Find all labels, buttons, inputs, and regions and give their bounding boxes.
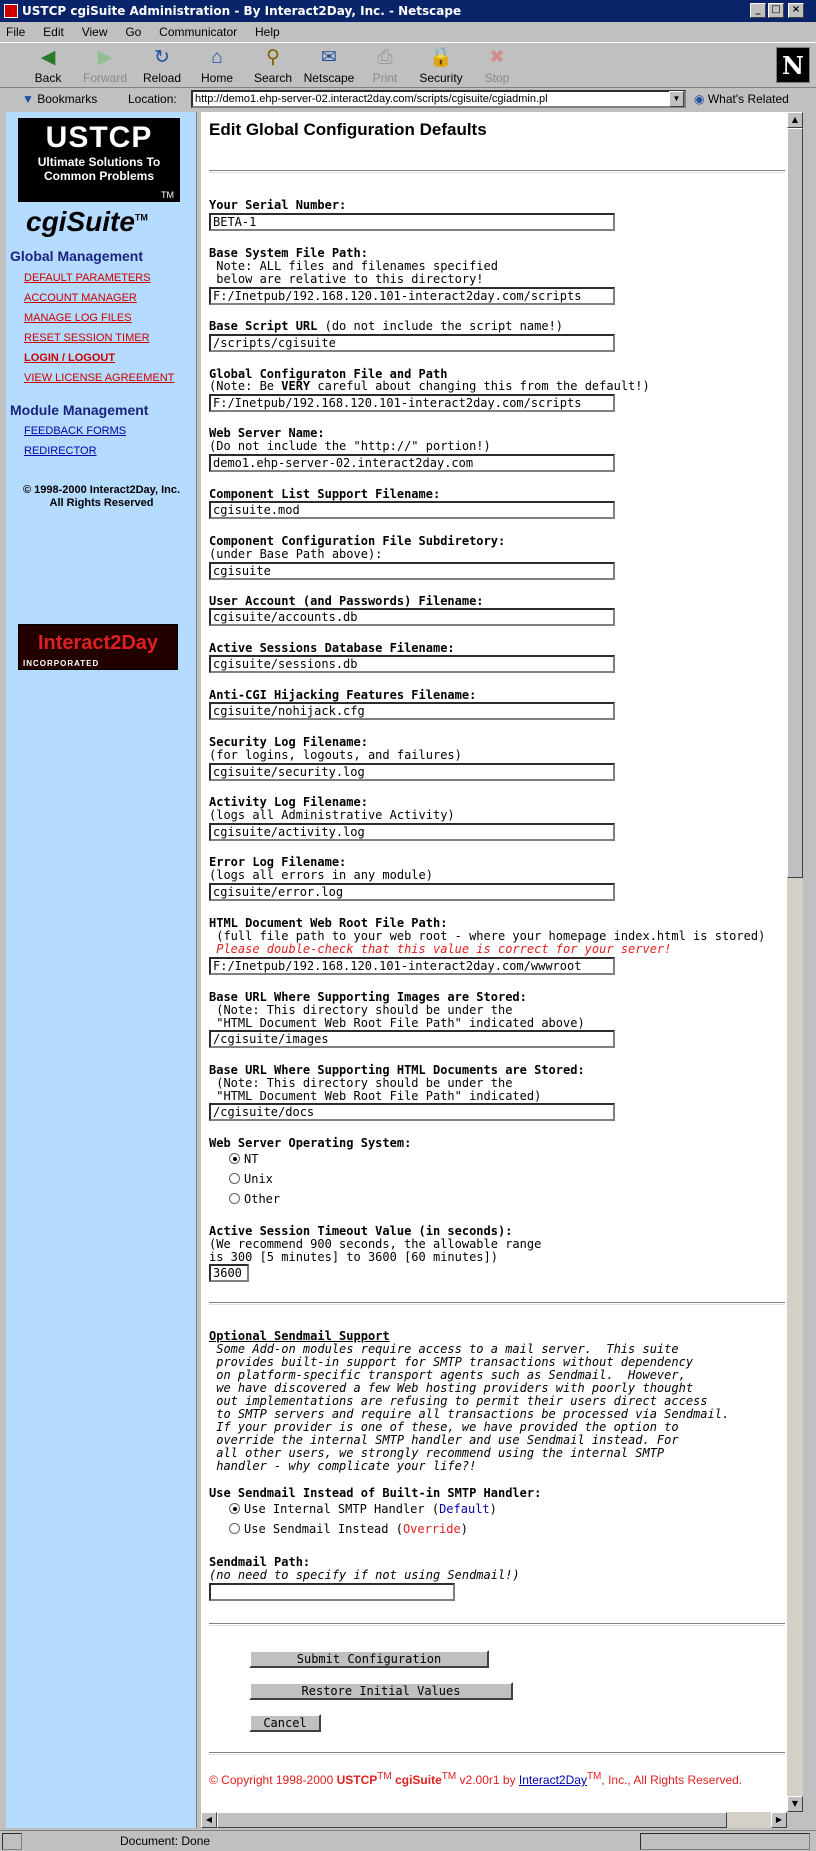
docs-url-input[interactable]: /cgisuite/docs bbox=[209, 1103, 615, 1121]
footer-copyright: © Copyright 1998-2000 USTCP™ cgiSuite™ v2.00r1 by Interact2Day™, Inc., All Rights Reserved. bbox=[209, 1771, 743, 1787]
sendmail-heading: Optional Sendmail Support bbox=[209, 1329, 390, 1343]
search-icon: ⚲ bbox=[266, 47, 280, 68]
sidebar-rights: All Rights Reserved bbox=[49, 497, 154, 509]
component-list-input[interactable]: cgisuite.mod bbox=[209, 501, 615, 519]
global-management-heading: Global Management bbox=[10, 248, 144, 264]
radio-icon bbox=[229, 1173, 240, 1184]
web-root-warning: Please double-check that this value is correct for your server! bbox=[209, 942, 672, 956]
forward-arrow-icon: ▶ bbox=[97, 47, 113, 68]
forward-button[interactable]: ▶ Forward bbox=[82, 47, 127, 85]
server-name-input[interactable]: demo1.ehp-server-02.interact2day.com bbox=[209, 454, 615, 472]
cgisuite-logo: cgiSuite™ bbox=[26, 206, 148, 237]
vertical-scrollbar[interactable] bbox=[787, 112, 803, 1812]
nav-feedback-forms[interactable]: FEEDBACK FORMS bbox=[24, 425, 127, 437]
cancel-button[interactable]: Cancel bbox=[249, 1714, 321, 1732]
accounts-input[interactable]: cgisuite/accounts.db bbox=[209, 608, 615, 626]
radio-icon bbox=[229, 1523, 240, 1534]
print-icon: ⎙ bbox=[377, 47, 393, 68]
web-root-input[interactable]: F:/Inetpub/192.168.120.101-interact2day.com/wwwroot bbox=[209, 957, 615, 975]
timeout-note: (We recommend 900 seconds, the allowable range is 300 [5 minutes] to 3600 [60 minutes]) bbox=[209, 1237, 542, 1264]
error-log-label: Error Log Filename: bbox=[209, 855, 347, 869]
scroll-left-icon[interactable]: ◀ bbox=[201, 1812, 217, 1828]
radio-selected-icon bbox=[229, 1503, 240, 1514]
activity-log-label: Activity Log Filename: bbox=[209, 795, 368, 809]
error-log-input[interactable]: cgisuite/error.log bbox=[209, 883, 615, 901]
component-config-note: (under Base Path above): bbox=[209, 547, 383, 561]
nav-account-manager[interactable]: ACCOUNT MANAGER bbox=[24, 292, 137, 304]
base-path-note: Note: ALL files and filenames specified below are relative to this directory! bbox=[216, 259, 498, 286]
os-label: Web Server Operating System: bbox=[209, 1136, 412, 1150]
title-bar bbox=[0, 0, 816, 22]
search-button[interactable]: ⚲ Search bbox=[253, 47, 293, 85]
bookmarks-button[interactable]: ▼ Bookmarks bbox=[22, 92, 98, 106]
base-path-label: Base System File Path: bbox=[209, 246, 368, 260]
sendmail-path-label: Sendmail Path: bbox=[209, 1555, 311, 1569]
lock-icon: 🔒 bbox=[429, 47, 453, 68]
security-log-label: Security Log Filename: bbox=[209, 735, 368, 749]
sidebar bbox=[6, 112, 197, 1828]
hijack-input[interactable]: cgisuite/nohijack.cfg bbox=[209, 702, 615, 720]
nav-default-parameters[interactable]: DEFAULT PARAMETERS bbox=[24, 272, 151, 284]
accounts-label: User Account (and Passwords) Filename: bbox=[209, 594, 484, 608]
home-icon: ⌂ bbox=[211, 47, 223, 68]
module-management-heading: Module Management bbox=[10, 402, 149, 418]
component-list-label: Component List Support Filename: bbox=[209, 487, 441, 501]
docs-url-label: Base URL Where Supporting HTML Documents are Stored: bbox=[209, 1063, 585, 1077]
server-name-label: Web Server Name: bbox=[209, 426, 325, 440]
security-log-input[interactable]: cgisuite/security.log bbox=[209, 763, 615, 781]
interact2day-link[interactable]: Interact2Day bbox=[518, 1773, 587, 1787]
nav-redirector[interactable]: REDIRECTOR bbox=[24, 445, 97, 457]
home-button[interactable]: ⌂ Home bbox=[200, 47, 233, 85]
status-text: Document: Done bbox=[120, 1834, 211, 1848]
maximize-button[interactable]: □ bbox=[768, 3, 784, 18]
globe-icon: ◉ bbox=[694, 92, 708, 106]
script-url-input[interactable]: /scripts/cgisuite bbox=[209, 334, 615, 352]
netscape-logo: N bbox=[776, 47, 810, 83]
menu-communicator[interactable]: Communicator bbox=[159, 25, 238, 39]
location-bar bbox=[0, 88, 816, 110]
nav-login-logout[interactable]: LOGIN / LOGOUT bbox=[24, 352, 116, 364]
global-config-note: (Note: Be VERY careful about changing this from the default!) bbox=[209, 379, 650, 393]
activity-log-note: (logs all Administrative Activity) bbox=[209, 808, 455, 822]
back-button[interactable]: ◀ Back bbox=[34, 47, 62, 85]
timeout-label: Active Session Timeout Value (in seconds): bbox=[209, 1224, 513, 1238]
serial-number-input[interactable]: BETA-1 bbox=[209, 213, 615, 231]
close-button[interactable]: × bbox=[788, 3, 804, 18]
restore-initial-values-button[interactable]: Restore Initial Values bbox=[249, 1682, 513, 1700]
sendmail-description: Some Add-on modules require access to a mail server. This suite provides built-in support for SMTP transactions without dependency on platform-specific transport agents such as Sendmail. However, we have discovered a few Web hosting providers with poorly thought out implementations are refusing to permit their users direct access to SMTP servers and require all transactions be processed via Sendmail. If your provider is one of these, we have provided the option to override the internal SMTP handler and use Sendmail instead. For all other users, we strongly recommend using the internal SMTP handler - why complicate your life?! bbox=[216, 1342, 730, 1473]
stop-icon: ✖ bbox=[489, 47, 505, 68]
netscape-button[interactable]: ✉ Netscape bbox=[303, 47, 355, 85]
netscape-app-icon bbox=[4, 4, 18, 18]
print-button[interactable]: ⎙ Print bbox=[372, 47, 398, 85]
sessions-label: Active Sessions Database Filename: bbox=[209, 641, 455, 655]
nav-view-license[interactable]: VIEW LICENSE AGREEMENT bbox=[24, 372, 175, 384]
images-url-input[interactable]: /cgisuite/images bbox=[209, 1030, 615, 1048]
reload-icon: ↻ bbox=[154, 47, 170, 68]
hscroll-thumb[interactable] bbox=[217, 1812, 727, 1828]
ustcp-logo: USTCP Ultimate Solutions To Common Problems TM bbox=[18, 118, 180, 202]
divider bbox=[209, 170, 785, 173]
activity-log-input[interactable]: cgisuite/activity.log bbox=[209, 823, 615, 841]
serial-label: Your Serial Number: bbox=[209, 198, 347, 212]
sendmail-path-note: (no need to specify if not using Sendmail!) bbox=[209, 1568, 520, 1582]
window-title: USTCP cgiSuite Administration - By Interact2Day, Inc. - Netscape bbox=[22, 4, 462, 18]
bookmark-icon: ▼ bbox=[22, 92, 38, 106]
horizontal-scrollbar[interactable] bbox=[201, 1812, 787, 1828]
submit-configuration-button[interactable]: Submit Configuration bbox=[249, 1650, 489, 1668]
url-dropdown-icon[interactable]: ▼ bbox=[669, 91, 684, 107]
sidebar-copyright: © 1998-2000 Interact2Day, Inc. bbox=[22, 484, 181, 496]
component-bar[interactable] bbox=[640, 1833, 810, 1850]
menu-bar bbox=[0, 22, 816, 42]
timeout-input[interactable]: 3600 bbox=[209, 1264, 249, 1282]
nav-manage-log-files[interactable]: MANAGE LOG FILES bbox=[24, 312, 132, 324]
scroll-right-icon[interactable]: ▶ bbox=[771, 1812, 787, 1828]
page-title: Edit Global Configuration Defaults bbox=[209, 120, 487, 139]
back-arrow-icon: ◀ bbox=[40, 47, 56, 68]
location-label: Location: bbox=[128, 92, 177, 106]
scroll-thumb[interactable] bbox=[787, 128, 803, 878]
divider bbox=[209, 1302, 785, 1305]
sendmail-override-option[interactable]: Use Sendmail Instead (Override) bbox=[229, 1522, 468, 1536]
security-button[interactable]: 🔒 Security bbox=[419, 47, 463, 85]
sessions-input[interactable]: cgisuite/sessions.db bbox=[209, 655, 615, 673]
os-option-unix[interactable]: Unix bbox=[229, 1172, 273, 1186]
url-input[interactable]: http://demo1.ehp-server-02.interact2day.com/scripts/cgisuite/cgiadmin.pl bbox=[191, 90, 686, 108]
navigation-toolbar bbox=[0, 42, 816, 88]
divider bbox=[209, 1752, 785, 1755]
divider bbox=[209, 1623, 785, 1626]
menu-edit[interactable]: Edit bbox=[43, 25, 64, 39]
sendmail-path-input[interactable] bbox=[209, 1583, 455, 1601]
interact2day-logo[interactable]: Interact2Day INCORPORATED bbox=[18, 624, 178, 670]
base-path-input[interactable]: F:/Inetpub/192.168.120.101-interact2day.com/scripts bbox=[209, 287, 615, 305]
scroll-up-icon[interactable]: ▲ bbox=[787, 112, 803, 128]
component-config-input[interactable]: cgisuite bbox=[209, 562, 615, 580]
radio-icon bbox=[229, 1193, 240, 1204]
images-url-label: Base URL Where Supporting Images are Stored: bbox=[209, 990, 527, 1004]
menu-go[interactable]: Go bbox=[125, 25, 142, 39]
server-name-note: (Do not include the "http://" portion!) bbox=[209, 439, 491, 453]
stop-button[interactable]: ✖ Stop bbox=[484, 47, 510, 85]
menu-view[interactable]: View bbox=[81, 25, 108, 39]
error-log-note: (logs all errors in any module) bbox=[209, 868, 433, 882]
smtp-internal-option[interactable]: Use Internal SMTP Handler (Default) bbox=[229, 1502, 497, 1516]
menu-help[interactable]: Help bbox=[255, 25, 280, 39]
netscape-icon: ✉ bbox=[321, 47, 337, 68]
whats-related-button[interactable]: ◉ What's Related bbox=[694, 92, 789, 106]
os-option-nt[interactable]: NT bbox=[229, 1152, 258, 1166]
global-config-label: Global Configuraton File and Path bbox=[209, 367, 448, 381]
minimize-button[interactable]: _ bbox=[750, 3, 766, 18]
docs-url-note: (Note: This directory should be under the "HTML Document Web Root File Path" indicated) bbox=[216, 1076, 542, 1103]
security-log-note: (for logins, logouts, and failures) bbox=[209, 748, 462, 762]
sendmail-handler-label: Use Sendmail Instead of Built-in SMTP Handler: bbox=[209, 1486, 542, 1500]
hijack-label: Anti-CGI Hijacking Features Filename: bbox=[209, 688, 477, 702]
web-root-note: (full file path to your web root - where your homepage index.html is stored) bbox=[209, 929, 766, 943]
status-bar bbox=[0, 1830, 816, 1851]
reload-button[interactable]: ↻ Reload bbox=[142, 47, 182, 85]
component-config-label: Component Configuration File Subdiretory: bbox=[209, 534, 506, 548]
security-status-icon[interactable] bbox=[2, 1833, 22, 1850]
scroll-down-icon[interactable]: ▼ bbox=[787, 1796, 803, 1812]
main-content bbox=[201, 112, 787, 1828]
global-config-input[interactable]: F:/Inetpub/192.168.120.101-interact2day.com/scripts bbox=[209, 394, 615, 412]
images-url-note: (Note: This directory should be under the "HTML Document Web Root File Path" indicated above) bbox=[216, 1003, 585, 1030]
nav-reset-session-timer[interactable]: RESET SESSION TIMER bbox=[24, 332, 150, 344]
menu-file[interactable]: File bbox=[6, 25, 26, 39]
radio-selected-icon bbox=[229, 1153, 240, 1164]
web-root-label: HTML Document Web Root File Path: bbox=[209, 916, 448, 930]
script-url-label: Base Script URL (do not include the script name!) bbox=[209, 319, 564, 333]
os-option-other[interactable]: Other bbox=[229, 1192, 280, 1206]
